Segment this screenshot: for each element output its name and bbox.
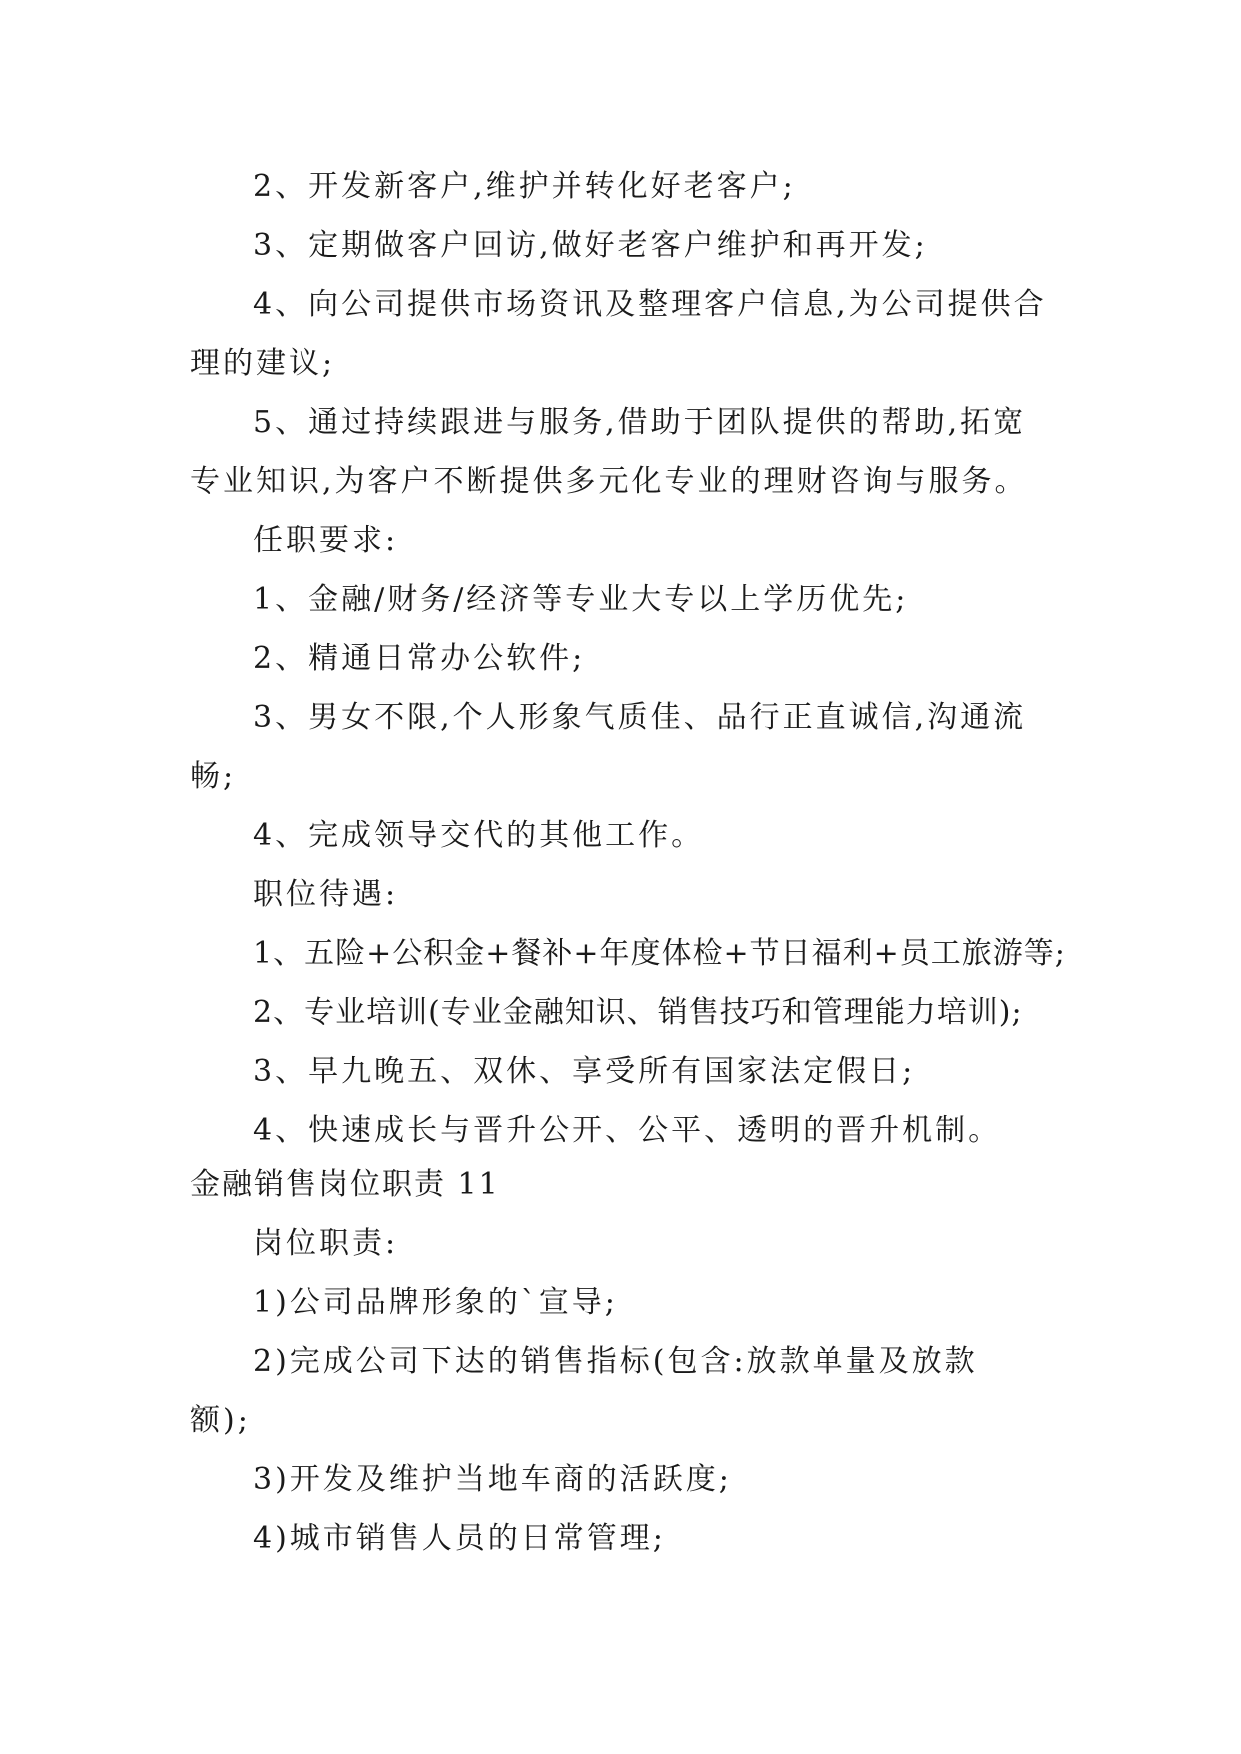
benefit-item-2: 2、专业培训(专业金融知识、销售技巧和管理能力培训);: [253, 995, 1023, 1030]
benefit-item-1: 1、五险+公积金+餐补+年度体检+节日福利+员工旅游等;: [253, 936, 1066, 971]
benefits-heading: 职位待遇:: [253, 877, 399, 912]
duties-heading: 岗位职责:: [253, 1226, 399, 1261]
duty-3: 3)开发及维护当地车商的活跃度;: [253, 1462, 732, 1497]
duty-item-4-cont: 理的建议;: [190, 346, 336, 381]
requirement-item-4: 4、完成领导交代的其他工作。: [253, 818, 705, 853]
section-title: 金融销售岗位职责 11: [190, 1167, 500, 1202]
duty-2: 2)完成公司下达的销售指标(包含:放款单量及放款: [253, 1344, 978, 1379]
duty-4: 4)城市销售人员的日常管理;: [253, 1521, 666, 1556]
duty-item-2: 2、开发新客户,维护并转化好老客户;: [253, 169, 796, 204]
benefit-item-4: 4、快速成长与晋升公开、公平、透明的晋升机制。: [253, 1113, 1002, 1148]
benefit-item-3: 3、早九晚五、双休、享受所有国家法定假日;: [253, 1054, 916, 1089]
duty-1: 1)公司品牌形象的`宣导;: [253, 1285, 618, 1320]
duty-2-cont: 额);: [190, 1403, 251, 1438]
duty-item-5-cont: 专业知识,为客户不断提供多元化专业的理财咨询与服务。: [190, 464, 1028, 499]
requirement-item-2: 2、精通日常办公软件;: [253, 641, 586, 676]
requirement-item-1: 1、金融/财务/经济等专业大专以上学历优先;: [253, 582, 909, 617]
requirement-item-3: 3、男女不限,个人形象气质佳、品行正直诚信,沟通流: [253, 700, 1027, 735]
duty-item-3: 3、定期做客户回访,做好老客户维护和再开发;: [253, 228, 928, 263]
requirement-item-3-cont: 畅;: [190, 759, 237, 794]
requirements-heading: 任职要求:: [253, 523, 399, 558]
duty-item-5: 5、通过持续跟进与服务,借助于团队提供的帮助,拓宽: [253, 405, 1027, 440]
duty-item-4: 4、向公司提供市场资讯及整理客户信息,为公司提供合: [253, 287, 1047, 322]
